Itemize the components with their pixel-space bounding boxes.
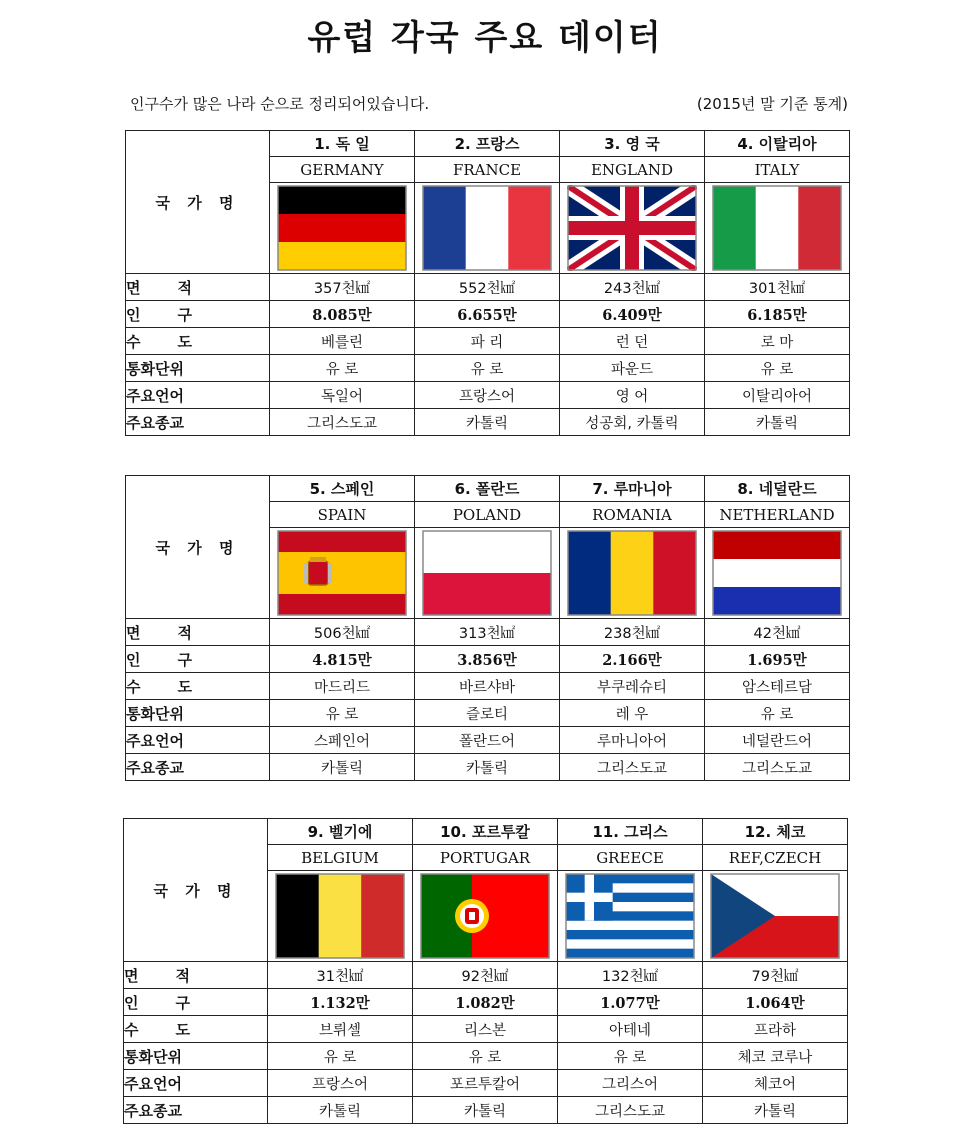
country-language: 네덜란드어 bbox=[705, 727, 850, 754]
country-english-name: FRANCE bbox=[415, 157, 560, 183]
row-label-currency bbox=[126, 355, 270, 382]
country-capital: 파 리 bbox=[415, 328, 560, 355]
country-korean-name: 5. 스페인 bbox=[270, 476, 415, 502]
country-currency: 유 로 bbox=[415, 355, 560, 382]
country-population: 1.064만 bbox=[703, 989, 848, 1016]
country-area: 132천㎢ bbox=[558, 962, 703, 989]
country-english-name: GERMANY bbox=[270, 157, 415, 183]
country-table bbox=[125, 130, 850, 436]
country-currency: 체코 코루나 bbox=[703, 1043, 848, 1070]
row-label-population bbox=[126, 646, 270, 673]
country-area: 301천㎢ bbox=[705, 274, 850, 301]
country-area: 313천㎢ bbox=[415, 619, 560, 646]
country-religion: 카톨릭 bbox=[413, 1097, 558, 1124]
country-currency: 즐로티 bbox=[415, 700, 560, 727]
country-table bbox=[125, 475, 850, 781]
row-label-text: 인 구 bbox=[126, 305, 192, 324]
country-religion: 그리스도교 bbox=[270, 409, 415, 436]
flag-cell bbox=[560, 528, 705, 619]
country-currency: 유 로 bbox=[268, 1043, 413, 1070]
country-population: 1.132만 bbox=[268, 989, 413, 1016]
row-label-area bbox=[124, 962, 268, 989]
country-korean-name: 10. 포르투칼 bbox=[413, 819, 558, 845]
country-english-name: POLAND bbox=[415, 502, 560, 528]
row-label-text: 면 적 bbox=[126, 623, 192, 642]
row-label-text: 주요종교 bbox=[124, 1101, 182, 1120]
country-currency: 파운드 bbox=[560, 355, 705, 382]
country-korean-name: 1. 독 일 bbox=[270, 131, 415, 157]
country-capital: 로 마 bbox=[705, 328, 850, 355]
row-label-text: 주요언어 bbox=[126, 386, 184, 405]
portugal-flag bbox=[420, 873, 550, 959]
country-area: 92천㎢ bbox=[413, 962, 558, 989]
country-currency: 유 로 bbox=[705, 700, 850, 727]
country-korean-name: 6. 폴란드 bbox=[415, 476, 560, 502]
country-capital: 리스본 bbox=[413, 1016, 558, 1043]
row-label-religion bbox=[126, 409, 270, 436]
country-religion: 카톨릭 bbox=[703, 1097, 848, 1124]
country-population: 2.166만 bbox=[560, 646, 705, 673]
country-area: 243천㎢ bbox=[560, 274, 705, 301]
row-label-name: 국 가 명 bbox=[126, 131, 270, 274]
row-label-text: 통화단위 bbox=[124, 1047, 182, 1066]
country-population: 4.815만 bbox=[270, 646, 415, 673]
row-label-text: 통화단위 bbox=[126, 359, 184, 378]
country-language: 포르투칼어 bbox=[413, 1070, 558, 1097]
row-label-language bbox=[126, 727, 270, 754]
row-label-name: 국 가 명 bbox=[126, 476, 270, 619]
row-label-language bbox=[124, 1070, 268, 1097]
country-language: 체코어 bbox=[703, 1070, 848, 1097]
row-label-text: 주요언어 bbox=[124, 1074, 182, 1093]
intro-text: 인구수가 많은 나라 순으로 정리되어있습니다. bbox=[130, 95, 430, 113]
row-label-area bbox=[126, 274, 270, 301]
country-capital: 브뤼셀 bbox=[268, 1016, 413, 1043]
country-religion: 그리스도교 bbox=[560, 754, 705, 781]
row-label-currency bbox=[126, 700, 270, 727]
row-label-currency bbox=[124, 1043, 268, 1070]
flag-cell bbox=[705, 183, 850, 274]
country-area: 42천㎢ bbox=[705, 619, 850, 646]
country-religion: 카톨릭 bbox=[415, 409, 560, 436]
country-capital: 바르샤바 bbox=[415, 673, 560, 700]
flag-cell bbox=[268, 871, 413, 962]
country-korean-name: 12. 체코 bbox=[703, 819, 848, 845]
country-religion: 그리스도교 bbox=[558, 1097, 703, 1124]
country-capital: 암스테르담 bbox=[705, 673, 850, 700]
row-label-religion bbox=[126, 754, 270, 781]
row-label-text: 수 도 bbox=[126, 677, 192, 696]
country-korean-name: 8. 네덜란드 bbox=[705, 476, 850, 502]
row-label-capital bbox=[126, 328, 270, 355]
country-korean-name: 3. 영 국 bbox=[560, 131, 705, 157]
country-korean-name: 4. 이탈리아 bbox=[705, 131, 850, 157]
country-language: 루마니아어 bbox=[560, 727, 705, 754]
country-korean-name: 11. 그리스 bbox=[558, 819, 703, 845]
country-currency: 레 우 bbox=[560, 700, 705, 727]
row-label-language bbox=[126, 382, 270, 409]
romania-flag bbox=[567, 530, 697, 616]
basis-note: (2015년 말 기준 통계) bbox=[696, 95, 848, 113]
country-capital: 아테네 bbox=[558, 1016, 703, 1043]
country-english-name: GREECE bbox=[558, 845, 703, 871]
flag-cell bbox=[413, 871, 558, 962]
flag-cell bbox=[415, 528, 560, 619]
country-language: 이탈리아어 bbox=[705, 382, 850, 409]
netherlands-flag bbox=[712, 530, 842, 616]
country-table bbox=[123, 818, 848, 1124]
country-language: 폴란드어 bbox=[415, 727, 560, 754]
country-currency: 유 로 bbox=[413, 1043, 558, 1070]
country-population: 1.082만 bbox=[413, 989, 558, 1016]
country-capital: 부쿠레슈티 bbox=[560, 673, 705, 700]
country-english-name: PORTUGAR bbox=[413, 845, 558, 871]
country-korean-name: 9. 벨기에 bbox=[268, 819, 413, 845]
row-label-text: 주요종교 bbox=[126, 758, 184, 777]
flag-cell bbox=[270, 183, 415, 274]
country-area: 238천㎢ bbox=[560, 619, 705, 646]
country-area: 506천㎢ bbox=[270, 619, 415, 646]
row-label-population bbox=[124, 989, 268, 1016]
country-english-name: NETHERLAND bbox=[705, 502, 850, 528]
country-area: 357천㎢ bbox=[270, 274, 415, 301]
country-language: 영 어 bbox=[560, 382, 705, 409]
country-english-name: ROMANIA bbox=[560, 502, 705, 528]
row-label-capital bbox=[124, 1016, 268, 1043]
country-religion: 그리스도교 bbox=[705, 754, 850, 781]
country-religion: 카톨릭 bbox=[270, 754, 415, 781]
country-capital: 런 던 bbox=[560, 328, 705, 355]
uk-flag bbox=[567, 185, 697, 271]
poland-flag bbox=[422, 530, 552, 616]
country-population: 6.409만 bbox=[560, 301, 705, 328]
country-population: 8.085만 bbox=[270, 301, 415, 328]
greece-flag bbox=[565, 873, 695, 959]
country-population: 1.695만 bbox=[705, 646, 850, 673]
row-label-capital bbox=[126, 673, 270, 700]
country-korean-name: 7. 루마니아 bbox=[560, 476, 705, 502]
flag-cell bbox=[558, 871, 703, 962]
spain-flag bbox=[277, 530, 407, 616]
country-english-name: REF,CZECH bbox=[703, 845, 848, 871]
country-english-name: ENGLAND bbox=[560, 157, 705, 183]
country-language: 프랑스어 bbox=[268, 1070, 413, 1097]
row-label-text: 면 적 bbox=[124, 966, 190, 985]
country-language: 프랑스어 bbox=[415, 382, 560, 409]
belgium-flag bbox=[275, 873, 405, 959]
country-language: 독일어 bbox=[270, 382, 415, 409]
country-currency: 유 로 bbox=[270, 700, 415, 727]
country-korean-name: 2. 프랑스 bbox=[415, 131, 560, 157]
flag-cell bbox=[560, 183, 705, 274]
country-religion: 카톨릭 bbox=[705, 409, 850, 436]
country-english-name: SPAIN bbox=[270, 502, 415, 528]
germany-flag bbox=[277, 185, 407, 271]
country-language: 스페인어 bbox=[270, 727, 415, 754]
france-flag bbox=[422, 185, 552, 271]
row-label-text: 면 적 bbox=[126, 278, 192, 297]
country-population: 3.856만 bbox=[415, 646, 560, 673]
row-label-text: 인 구 bbox=[124, 993, 190, 1012]
row-label-population bbox=[126, 301, 270, 328]
country-religion: 카톨릭 bbox=[268, 1097, 413, 1124]
country-religion: 성공회, 카톨릭 bbox=[560, 409, 705, 436]
country-english-name: BELGIUM bbox=[268, 845, 413, 871]
row-label-text: 주요언어 bbox=[126, 731, 184, 750]
flag-cell bbox=[705, 528, 850, 619]
country-area: 552천㎢ bbox=[415, 274, 560, 301]
row-label-text: 수 도 bbox=[124, 1020, 190, 1039]
country-currency: 유 로 bbox=[270, 355, 415, 382]
row-label-name: 국 가 명 bbox=[124, 819, 268, 962]
row-label-area bbox=[126, 619, 270, 646]
italy-flag bbox=[712, 185, 842, 271]
country-area: 31천㎢ bbox=[268, 962, 413, 989]
row-label-text: 수 도 bbox=[126, 332, 192, 351]
flag-cell bbox=[270, 528, 415, 619]
country-capital: 프라하 bbox=[703, 1016, 848, 1043]
flag-cell bbox=[703, 871, 848, 962]
country-language: 그리스어 bbox=[558, 1070, 703, 1097]
country-currency: 유 로 bbox=[705, 355, 850, 382]
country-english-name: ITALY bbox=[705, 157, 850, 183]
country-capital: 베를린 bbox=[270, 328, 415, 355]
country-currency: 유 로 bbox=[558, 1043, 703, 1070]
country-capital: 마드리드 bbox=[270, 673, 415, 700]
row-label-text: 인 구 bbox=[126, 650, 192, 669]
country-religion: 카톨릭 bbox=[415, 754, 560, 781]
country-population: 6.655만 bbox=[415, 301, 560, 328]
row-label-text: 통화단위 bbox=[126, 704, 184, 723]
row-label-text: 주요종교 bbox=[126, 413, 184, 432]
country-population: 6.185만 bbox=[705, 301, 850, 328]
row-label-religion bbox=[124, 1097, 268, 1124]
page-title: 유럽 각국 주요 데이터 bbox=[307, 18, 663, 58]
flag-cell bbox=[415, 183, 560, 274]
country-population: 1.077만 bbox=[558, 989, 703, 1016]
czech-flag bbox=[710, 873, 840, 959]
country-area: 79천㎢ bbox=[703, 962, 848, 989]
